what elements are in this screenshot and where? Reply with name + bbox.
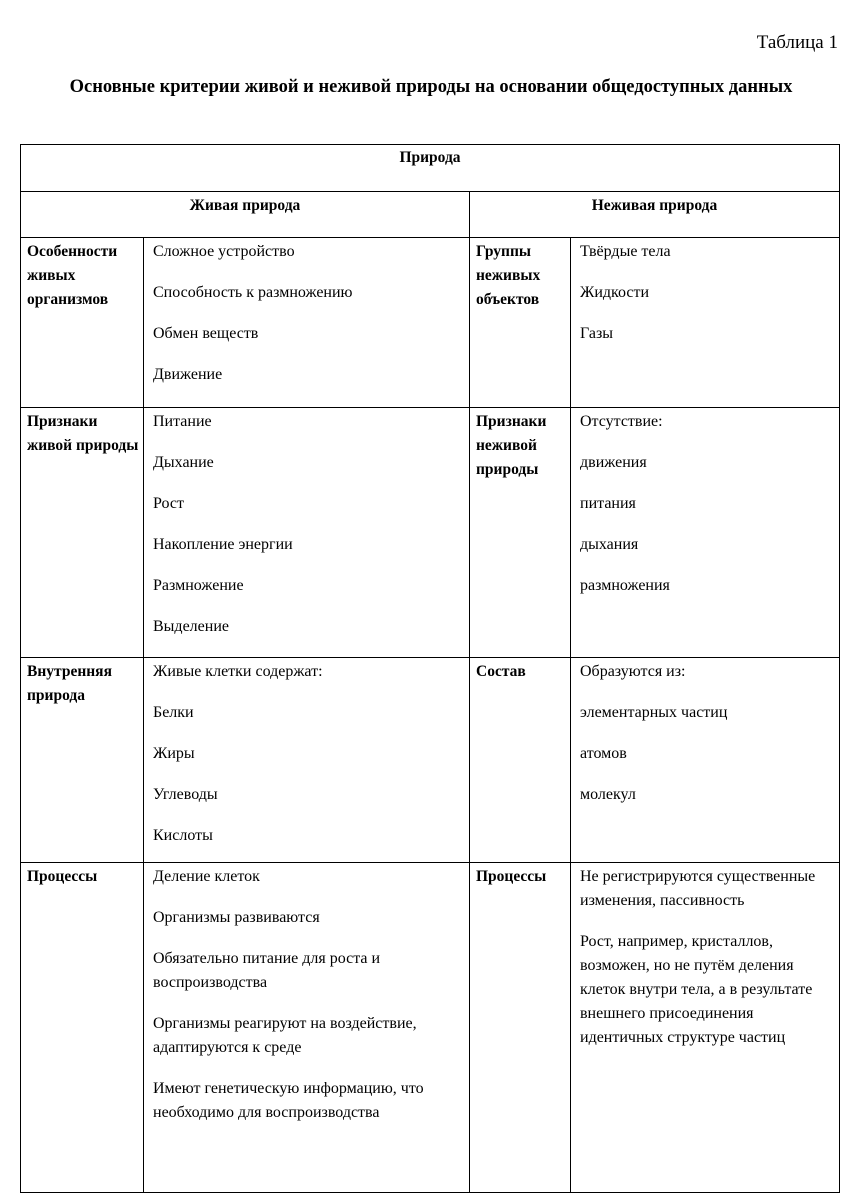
list-item: элементарных частиц <box>580 704 728 721</box>
left-items-cell <box>144 238 470 408</box>
list-item: Жиры <box>153 745 195 762</box>
left-category: Внутренняя природа <box>21 658 144 863</box>
list-item: Рост <box>153 495 184 512</box>
left-category: Особенности живых организмов <box>21 238 144 408</box>
list-item: Имеют генетическую информацию, что необходимо для воспроизводства <box>153 1080 424 1121</box>
nature-criteria-table <box>20 144 840 1193</box>
right-items-cell <box>571 658 840 863</box>
list-item: дыхания <box>580 536 639 553</box>
list-item: Твёрдые тела <box>580 243 671 260</box>
left-items-cell <box>144 658 470 863</box>
list-item: Дыхание <box>153 454 214 471</box>
left-category: Признаки живой природы <box>21 408 144 658</box>
list-item: Размножение <box>153 577 244 594</box>
document-title: Основные критерии живой и неживой природы на основании общедоступных данных <box>69 77 793 97</box>
table-row <box>21 238 840 408</box>
list-item: Накопление энергии <box>153 536 293 553</box>
list-item: Деление клеток <box>153 868 260 885</box>
list-item: атомов <box>580 745 627 762</box>
right-category: Признаки неживой природы <box>470 408 571 658</box>
right-items-cell <box>571 238 840 408</box>
list-item: Организмы реагируют на воздействие, адаптируются к среде <box>153 1015 417 1056</box>
table-row <box>21 658 840 863</box>
list-item: Способность к размножению <box>153 284 353 301</box>
list-item: Движение <box>153 366 223 383</box>
list-item: Живые клетки содержат: <box>153 663 323 680</box>
header-nature: Природа <box>21 145 840 192</box>
left-category: Процессы <box>21 863 144 1193</box>
right-category: Состав <box>470 658 571 863</box>
list-item: Сложное устройство <box>153 243 295 260</box>
header-nonliving-nature: Неживая природа <box>470 192 840 238</box>
right-items-cell <box>571 408 840 658</box>
right-category: Группы неживых объектов <box>470 238 571 408</box>
list-item: Кислоты <box>153 827 213 844</box>
table-row <box>21 863 840 1193</box>
table-header-row <box>21 145 840 192</box>
list-item: Питание <box>153 413 212 430</box>
list-item: Образуются из: <box>580 663 686 680</box>
list-item: молекул <box>580 786 636 803</box>
list-item: Белки <box>153 704 194 721</box>
list-item: Обязательно питание для роста и воспроизводства <box>153 950 381 991</box>
table-subheader-row <box>21 192 840 238</box>
list-item: Отсутствие: <box>580 413 663 430</box>
list-item: Газы <box>580 325 614 342</box>
table-label: Таблица 1 <box>756 32 838 53</box>
list-item: Рост, например, кристаллов, возможен, но не путём деления клеток внутри тела, а в результате внешнего присоединения идентичных структуре частиц <box>580 933 813 1046</box>
left-items-cell <box>144 408 470 658</box>
list-item: Не регистрируются существенные изменения, пассивность <box>580 868 816 909</box>
list-item: размножения <box>580 577 670 594</box>
list-item: Углеводы <box>153 786 218 803</box>
left-items-cell <box>144 863 470 1193</box>
list-item: питания <box>580 495 636 512</box>
list-item: Обмен веществ <box>153 325 259 342</box>
list-item: движения <box>580 454 647 471</box>
right-items-cell <box>571 863 840 1193</box>
list-item: Выделение <box>153 618 229 635</box>
header-living-nature: Живая природа <box>21 192 470 238</box>
list-item: Жидкости <box>580 284 650 301</box>
right-category: Процессы <box>470 863 571 1193</box>
list-item: Организмы развиваются <box>153 909 320 926</box>
table-row <box>21 408 840 658</box>
